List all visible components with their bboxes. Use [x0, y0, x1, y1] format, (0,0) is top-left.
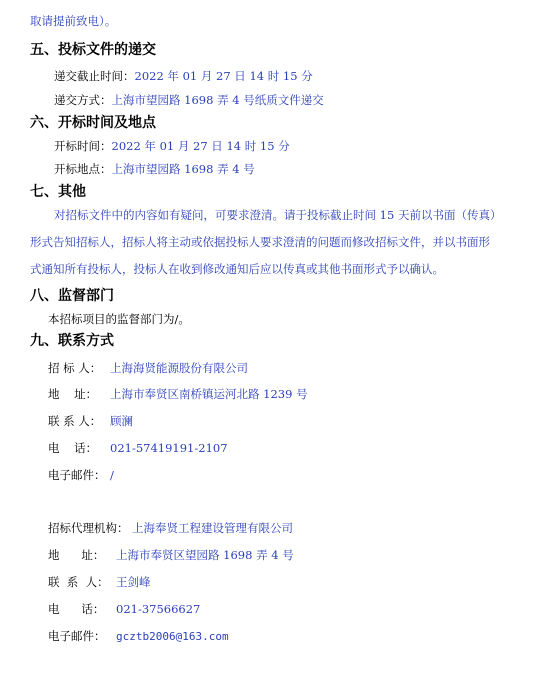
opening-place-label: 开标地点：: [54, 162, 112, 176]
tenderer-phone-label: 电 话：: [48, 441, 98, 455]
agency-phone-row: [48, 602, 200, 616]
tenderer-contact-value: 顾澜: [110, 414, 133, 428]
section-5-heading: 五、投标文件的递交: [30, 42, 156, 58]
submission-method-value: 上海市望园路 1698 弄 4 号纸质文件递交: [111, 93, 324, 107]
opening-time-row: [54, 139, 290, 153]
tenderer-name-row: [48, 361, 248, 375]
agency-address-row: [48, 548, 294, 562]
section-8-heading: 八、监督部门: [30, 288, 114, 304]
tenderer-address-row: [48, 387, 308, 401]
agency-name-value: 上海奉贤工程建设管理有限公司: [132, 521, 293, 535]
submission-deadline-label: 递交截止时间：: [54, 69, 135, 83]
submission-deadline-row: [54, 69, 313, 83]
tenderer-contact-label: 联 系 人：: [48, 414, 102, 428]
tenderer-contact-row: [48, 414, 133, 428]
tenderer-phone-value: 021-57419191-2107: [110, 441, 228, 455]
submission-method-label: 递交方式：: [54, 93, 112, 107]
supervision-text: 本招标项目的监督部门为/。: [48, 312, 190, 326]
tenderer-address-label: 地 址：: [48, 387, 98, 401]
tenderer-email-value: /: [110, 468, 114, 482]
agency-phone-value: 021-37566627: [116, 602, 201, 616]
tenderer-email-label: 电子邮件：: [48, 468, 106, 482]
section-9-heading: 九、联系方式: [30, 333, 114, 349]
other-paragraph-line-3: 式通知所有投标人，投标人在收到修改通知后应以传真或其他书面形式予以确认。: [30, 262, 444, 276]
opening-time-label: 开标时间：: [54, 139, 112, 153]
opening-place-row: [54, 162, 255, 176]
agency-contact-value: 王剑峰: [116, 575, 151, 589]
other-paragraph-line-1: 对招标文件中的内容如有疑问，可要求澄清。请于投标截止时间 15 天前以书面（传真）: [54, 208, 502, 222]
agency-email-label: 电子邮件：: [48, 629, 106, 643]
tenderer-phone-row: [48, 441, 228, 455]
agency-name-label: 招标代理机构：: [48, 521, 129, 535]
section-6-heading: 六、开标时间及地点: [30, 115, 156, 131]
opening-time-value: 2022 年 01 月 27 日 14 时 15 分: [111, 139, 290, 153]
section-7-heading: 七、其他: [30, 184, 86, 200]
submission-method-row: [54, 93, 324, 107]
submission-deadline-value: 2022 年 01 月 27 日 14 时 15 分: [134, 69, 313, 83]
agency-phone-label: 电 话：: [48, 602, 105, 616]
agency-name-row: [48, 521, 293, 535]
agency-contact-label: 联 系 人：: [48, 575, 109, 589]
other-paragraph-line-2: 形式告知招标人，招标人将主动或依据投标人要求澄清的问题而修改招标文件，并以书面形: [30, 235, 490, 249]
agency-address-label: 地 址：: [48, 548, 105, 562]
agency-contact-row: [48, 575, 151, 589]
agency-email-row: [48, 629, 229, 644]
opening-place-value: 上海市望园路 1698 弄 4 号: [111, 162, 255, 176]
intro-tail-text: 取请提前致电）。: [30, 14, 117, 28]
tenderer-name-value: 上海海贤能源股份有限公司: [110, 361, 248, 375]
agency-address-value: 上海市奉贤区望园路 1698 弄 4 号: [116, 548, 294, 562]
tenderer-address-value: 上海市奉贤区南桥镇运河北路 1239 号: [110, 387, 308, 401]
tenderer-name-label: 招 标 人：: [48, 361, 102, 375]
agency-email-link[interactable]: gcztb2006@163.com: [116, 630, 229, 643]
tenderer-email-row: [48, 468, 114, 482]
